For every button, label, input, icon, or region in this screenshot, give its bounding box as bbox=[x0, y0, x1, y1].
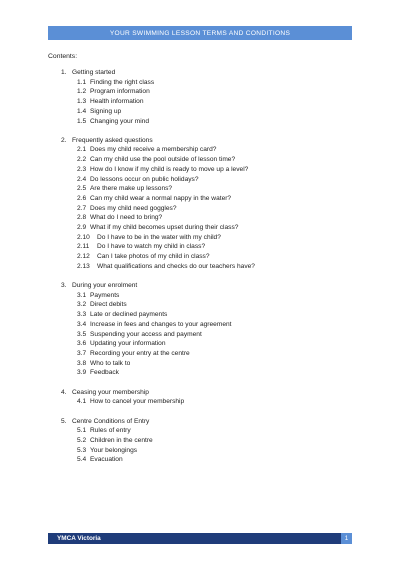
document-footer-bar bbox=[48, 533, 352, 544]
toc-item-number: 3.2 bbox=[77, 301, 87, 309]
toc-section-label: Ceasing your membership bbox=[72, 388, 149, 396]
toc-item-number: 4.1 bbox=[77, 398, 87, 406]
toc-section bbox=[48, 136, 348, 272]
toc-item-label: Changing your mind bbox=[90, 117, 150, 125]
toc-section-title[interactable] bbox=[48, 68, 348, 78]
toc-item[interactable] bbox=[48, 300, 348, 310]
toc-item-label: Can I take photos of my child in class? bbox=[97, 253, 210, 261]
toc-item-label: Finding the right class bbox=[90, 78, 155, 86]
toc-item[interactable] bbox=[48, 97, 348, 107]
toc-item[interactable] bbox=[48, 117, 348, 127]
toc-section-title[interactable] bbox=[48, 417, 348, 427]
toc-section bbox=[48, 68, 348, 126]
toc-item[interactable] bbox=[48, 397, 348, 407]
toc-item-label: Late or declined payments bbox=[90, 311, 168, 319]
toc-item-label: Does my child receive a membership card? bbox=[90, 146, 217, 154]
toc-item[interactable] bbox=[48, 368, 348, 378]
toc-item[interactable] bbox=[48, 252, 348, 262]
toc-item-label: Are there make up lessons? bbox=[90, 185, 173, 193]
toc-item-number: 5.4 bbox=[77, 456, 87, 464]
toc-section-label: Centre Conditions of Entry bbox=[72, 417, 150, 425]
toc-item-number: 3.9 bbox=[77, 369, 87, 377]
toc-section-title[interactable] bbox=[48, 136, 348, 146]
toc-item[interactable] bbox=[48, 330, 348, 340]
toc-item-label: Rules of entry bbox=[90, 427, 131, 435]
toc-item[interactable] bbox=[48, 107, 348, 117]
toc-section-label: Frequently asked questions bbox=[72, 136, 153, 144]
toc-item-label: Do lessons occur on public holidays? bbox=[90, 175, 199, 183]
toc-item[interactable] bbox=[48, 339, 348, 349]
toc-item[interactable] bbox=[48, 310, 348, 320]
toc-item-number: 2.5 bbox=[77, 185, 87, 193]
toc-item-number: 1.4 bbox=[77, 107, 87, 115]
toc-section-title[interactable] bbox=[48, 388, 348, 398]
toc-item-number: 2.3 bbox=[77, 165, 87, 173]
toc-item-label: Evacuation bbox=[90, 456, 123, 464]
toc-item[interactable] bbox=[48, 455, 348, 465]
contents-label: Contents: bbox=[48, 53, 78, 60]
toc-item-number: 5.1 bbox=[77, 427, 87, 435]
document-header-bar bbox=[48, 26, 352, 40]
toc-item-label: Your belongings bbox=[90, 446, 138, 454]
toc-item-label: Can my child wear a normal nappy in the water? bbox=[90, 194, 232, 202]
toc-item-label: How to cancel your membership bbox=[90, 398, 185, 406]
toc-item[interactable] bbox=[48, 446, 348, 456]
toc-item-label: Do I have to watch my child in class? bbox=[97, 243, 206, 251]
toc-item-label: Increase in fees and changes to your agreement bbox=[90, 320, 232, 328]
toc-item[interactable] bbox=[48, 165, 348, 175]
toc-item-label: Do I have to be in the water with my child? bbox=[97, 233, 221, 241]
footer-organization: YMCA Victoria bbox=[57, 535, 101, 542]
toc-item[interactable] bbox=[48, 184, 348, 194]
toc-item[interactable] bbox=[48, 223, 348, 233]
toc-section-number: 2. bbox=[61, 136, 67, 144]
toc-item-number: 1.3 bbox=[77, 98, 87, 106]
toc-item-label: Children in the centre bbox=[90, 436, 153, 444]
toc-item-label: Direct debits bbox=[90, 301, 127, 309]
toc-section-title[interactable] bbox=[48, 281, 348, 291]
toc-item[interactable] bbox=[48, 242, 348, 252]
toc-item[interactable] bbox=[48, 359, 348, 369]
toc-section bbox=[48, 388, 348, 407]
toc-item[interactable] bbox=[48, 87, 348, 97]
toc-item-label: What if my child becomes upset during their class? bbox=[90, 224, 239, 232]
toc-item-label: Can my child use the pool outside of lesson time? bbox=[90, 156, 236, 164]
toc-item-number: 2.8 bbox=[77, 214, 87, 222]
toc-item-number: 3.1 bbox=[77, 291, 87, 299]
toc-section-label: Getting started bbox=[72, 69, 116, 76]
toc-item-number: 2.1 bbox=[77, 146, 87, 154]
toc-item-number: 2.4 bbox=[77, 175, 87, 183]
toc-item-label: Suspending your access and payment bbox=[90, 330, 202, 338]
toc-item[interactable] bbox=[48, 436, 348, 446]
toc-item-label: Recording your entry at the centre bbox=[90, 349, 190, 357]
toc-item-number: 5.3 bbox=[77, 446, 87, 454]
toc-item-number: 2.11 bbox=[77, 243, 90, 251]
toc-item-number: 3.6 bbox=[77, 340, 87, 348]
toc-item-number: 3.4 bbox=[77, 320, 87, 328]
toc-item-label: Who to talk to bbox=[90, 359, 131, 367]
toc-item-label: Signing up bbox=[90, 107, 122, 115]
toc-section-number: 1. bbox=[61, 69, 67, 76]
toc-item[interactable] bbox=[48, 320, 348, 330]
toc-section-number: 5. bbox=[61, 417, 67, 425]
toc-item-label: Feedback bbox=[90, 369, 119, 377]
toc-item-label: Payments bbox=[90, 291, 120, 299]
toc-item-number: 2.12 bbox=[77, 253, 90, 261]
page-number: 1 bbox=[341, 533, 352, 544]
toc-item-label: Does my child need goggles? bbox=[90, 204, 177, 212]
table-of-contents bbox=[48, 68, 348, 475]
toc-item[interactable] bbox=[48, 349, 348, 359]
toc-item-number: 1.2 bbox=[77, 88, 87, 96]
toc-item[interactable] bbox=[48, 262, 348, 272]
toc-item-number: 2.9 bbox=[77, 224, 87, 232]
toc-item-number: 3.5 bbox=[77, 330, 87, 338]
toc-item-label: How do I know if my child is ready to move up a level? bbox=[90, 165, 249, 173]
toc-item-number: 2.2 bbox=[77, 156, 87, 164]
toc-item-number: 3.7 bbox=[77, 349, 87, 357]
document-title: YOUR SWIMMING LESSON TERMS AND CONDITIONS bbox=[109, 29, 291, 37]
toc-item[interactable] bbox=[48, 233, 348, 243]
toc-item-number: 1.1 bbox=[77, 78, 87, 86]
toc-section-number: 3. bbox=[61, 282, 67, 290]
toc-item[interactable] bbox=[48, 426, 348, 436]
toc-item-number: 2.13 bbox=[77, 262, 90, 270]
toc-item-label: What qualifications and checks do our teachers have? bbox=[97, 262, 255, 270]
toc-item-label: What do I need to bring? bbox=[90, 214, 163, 222]
toc-item[interactable] bbox=[48, 78, 348, 88]
toc-section bbox=[48, 417, 348, 466]
toc-item-number: 2.6 bbox=[77, 194, 87, 202]
toc-item[interactable] bbox=[48, 291, 348, 301]
toc-item-label: Health information bbox=[90, 98, 144, 106]
toc-item[interactable] bbox=[48, 145, 348, 155]
toc-item-label: Updating your information bbox=[90, 340, 166, 348]
toc-item-label: Program information bbox=[90, 88, 150, 96]
toc-item-number: 1.5 bbox=[77, 117, 87, 125]
toc-section-label: During your enrolment bbox=[72, 282, 138, 290]
toc-item-number: 3.3 bbox=[77, 311, 87, 319]
toc-item-number: 5.2 bbox=[77, 436, 87, 444]
toc-item-number: 2.10 bbox=[77, 233, 90, 241]
toc-item[interactable] bbox=[48, 175, 348, 185]
toc-item[interactable] bbox=[48, 213, 348, 223]
toc-item-number: 3.8 bbox=[77, 359, 87, 367]
toc-item[interactable] bbox=[48, 194, 348, 204]
toc-section bbox=[48, 281, 348, 378]
toc-item[interactable] bbox=[48, 155, 348, 165]
toc-item[interactable] bbox=[48, 204, 348, 214]
toc-section-number: 4. bbox=[61, 388, 67, 396]
toc-item-number: 2.7 bbox=[77, 204, 87, 212]
